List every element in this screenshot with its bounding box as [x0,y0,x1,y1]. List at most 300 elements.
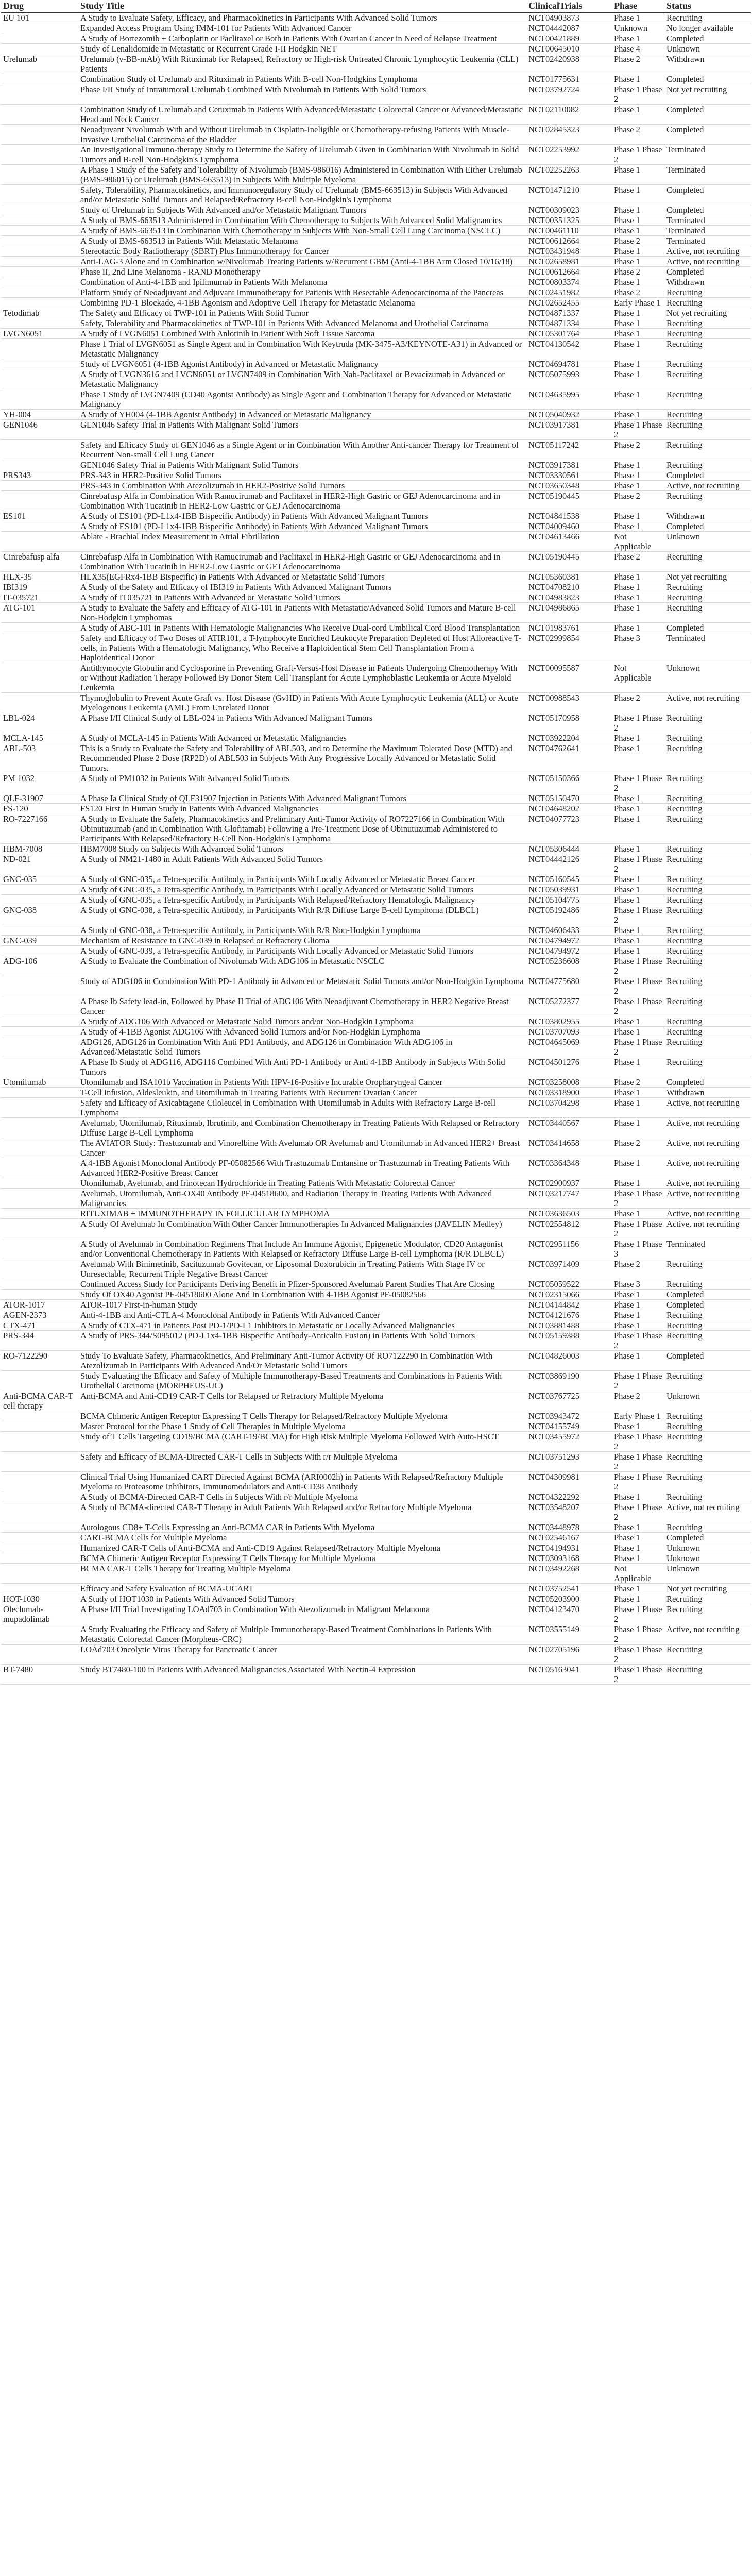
cell-status: Terminated [664,633,751,663]
cell-phase: Phase 1 [612,329,664,339]
cell-phase: Phase 1 [612,1088,664,1098]
cell-phase: Phase 1 Phase 2 [612,1219,664,1239]
cell-drug: RO-7122290 [1,1351,78,1371]
cell-phase: Phase 1 [612,874,664,885]
cell-status: Recruiting [664,1421,751,1432]
cell-nct-id: NCT03258008 [526,1077,612,1088]
cell-study-title: Urelumab (ν-BB-mAb) With Rituximab for Relapsed, Refractory or High-risk Untreated Chronic Lymphocytic Leukemia (CLL) Patients [78,54,526,74]
table-body [1,13,751,1685]
table-row [1,996,751,1016]
cell-study-title: Study BT7480-100 in Patients With Advanced Malignancies Associated With Nectin-4 Expression [78,1665,526,1685]
cell-study-title: A Study of GNC-039, a Tetra-specific Antibody, in Participants With Locally Advanced or Metastatic Solid Tumors [78,946,526,956]
table-row [1,1624,751,1645]
cell-study-title: Thymoglobulin to Prevent Acute Graft vs. Host Disease (GvHD) in Patients With Acute Lymphocytic Leukemia (ALL) or Acute Myelogenous Leukemia (AML) From Unrelated Donor [78,693,526,713]
cell-study-title: Safety and Efficacy of Two Doses of ATIR101, a T-lymphocyte Enriched Leukocyte Preparation Depleted of Host Alloreactive T-cells, in Patients With a Hematologic Malignancy, Who Receive a Haploidentical Stem Cell Transplantation From a Haploidentical Donor [78,633,526,663]
cell-status: No longer available [664,23,751,33]
cell-drug: ATOR-1017 [1,1300,78,1310]
cell-drug [1,1421,78,1432]
cell-study-title: HBM7008 Study on Subjects With Advanced Solid Tumors [78,844,526,854]
cell-status: Unknown [664,663,751,693]
cell-drug [1,246,78,257]
cell-study-title: A Study of BCMA-directed CAR-T Therapy in Adult Patients With Relapsed and/or Refractory Multiple Myeloma [78,1502,526,1522]
cell-nct-id: NCT02252263 [526,165,612,185]
table-row [1,603,751,623]
cell-status: Recruiting [664,440,751,460]
cell-drug [1,946,78,956]
cell-phase: Phase 1 [612,793,664,804]
cell-drug [1,389,78,410]
table-row [1,33,751,44]
cell-status: Completed [664,623,751,633]
cell-drug: QLF-31907 [1,793,78,804]
cell-nct-id: NCT00421889 [526,33,612,44]
cell-drug [1,145,78,165]
cell-study-title: Safety, Tolerability, Pharmacokinetics, and Immunoregulatory Study of Urelumab (BMS-663513) in Subjects With Advanced and/or Metastatic Solid Tumors and Relapsed/Refractory B-cell Non-Hodgkin's Lymphoma [78,185,526,205]
table-row [1,1239,751,1259]
cell-nct-id: NCT05192486 [526,905,612,925]
table-row [1,1421,751,1432]
cell-nct-id: NCT02546167 [526,1533,612,1543]
cell-drug [1,440,78,460]
cell-study-title: Phase I/II Study of Intratumoral Urelumab Combined With Nivolumab in Patients With Solid Tumors [78,84,526,105]
cell-nct-id: NCT02705196 [526,1645,612,1665]
cell-study-title: Study of Lenalidomide in Metastatic or Recurrent Grade I-II Hodgkin NET [78,44,526,54]
cell-phase: Phase 1 [612,1016,664,1027]
table-row [1,226,751,236]
cell-study-title: Avelumab, Utomilumab, Anti-OX40 Antibody PF-04518600, and Radiation Therapy in Treating Patients With Advanced Malignancies [78,1189,526,1209]
cell-drug: RO-7227166 [1,814,78,844]
cell-nct-id: NCT03971409 [526,1259,612,1279]
table-row [1,1088,751,1098]
cell-nct-id: NCT04841538 [526,511,612,521]
cell-phase: Phase 1 Phase 2 [612,145,664,165]
cell-phase: Not Applicable [612,1564,664,1584]
cell-study-title: Phase 1 Trial of LVGN6051 as Single Agent and in Combination With Keytruda (MK-3475-A3/KEYNOTE-A31) in Advanced or Metastatic Malignancy [78,339,526,359]
cell-phase: Phase 1 [612,1594,664,1604]
cell-drug [1,1472,78,1492]
cell-status: Recruiting [664,996,751,1016]
cell-drug [1,1219,78,1239]
cell-nct-id: NCT05040932 [526,410,612,420]
cell-study-title: BCMA Chimeric Antigen Receptor Expressing T Cells Therapy for Relapsed/Refractory Multiple Myeloma [78,1411,526,1421]
cell-study-title: A Study of BMS-663513 in Combination With Chemotherapy in Subjects With Non-Small Cell Lung Carcinoma (NSCLC) [78,226,526,236]
cell-study-title: A Study of GNC-038, a Tetra-specific Antibody, in Participants With R/R Diffuse Large B-cell Lymphoma (DLBCL) [78,905,526,925]
cell-phase: Phase 1 [612,257,664,267]
table-row [1,552,751,572]
cell-status: Completed [664,267,751,277]
cell-nct-id: NCT02652455 [526,298,612,308]
cell-status: Not yet recruiting [664,1584,751,1594]
cell-drug [1,1533,78,1543]
cell-status: Active, not recruiting [664,1098,751,1118]
cell-phase: Phase 1 [612,1209,664,1219]
cell-study-title: Clinical Trial Using Humanized CART Directed Against BCMA (ARI0002h) in Patients With Relapsed/Refractory Multiple Myeloma to Proteasome Inhibitors, Immunomodulators and Anti-CD38 Antibody [78,1472,526,1492]
cell-phase: Phase 2 [612,267,664,277]
header-clinicaltrials: ClinicalTrials [526,1,612,13]
table-row [1,369,751,389]
table-row [1,1432,751,1452]
cell-status: Recruiting [664,329,751,339]
table-row [1,339,751,359]
cell-study-title: A Study of BCMA-Directed CAR-T Cells in Subjects With r/r Multiple Myeloma [78,1492,526,1502]
cell-phase: Phase 1 [612,885,664,895]
cell-nct-id: NCT03431948 [526,246,612,257]
cell-drug: GNC-035 [1,874,78,885]
cell-nct-id: NCT03440567 [526,1118,612,1138]
cell-status: Terminated [664,1239,751,1259]
cell-status: Recruiting [664,1594,751,1604]
cell-phase: Phase 1 [612,511,664,521]
cell-drug [1,996,78,1016]
cell-study-title: Cinrebafusp Alfa in Combination With Ramucirumab and Paclitaxel in HER2-High Gastric or GEJ Adenocarcinoma and in Combination With Tucatinib in HER2-Low Gastric or GEJ Adenocarcinoma [78,491,526,511]
cell-phase: Phase 1 [612,185,664,205]
cell-status: Recruiting [664,804,751,814]
cell-phase: Phase 2 [612,693,664,713]
cell-drug: Oleclumab-mupadolimab [1,1604,78,1624]
cell-study-title: Safety, Tolerability and Pharmacokinetics of TWP-101 in Patients With Advanced Melanoma and Urothelial Carcinoma [78,318,526,329]
table-row [1,1331,751,1351]
cell-study-title: A Study Of Avelumab In Combination With Other Cancer Immunotherapies In Advanced Malignancies (JAVELIN Medley) [78,1219,526,1239]
cell-nct-id: NCT05159388 [526,1331,612,1351]
cell-phase: Phase 1 [612,936,664,946]
cell-phase: Unknown [612,23,664,33]
cell-study-title: HLX35(EGFRx4-1BB Bispecific) in Patients With Advanced or Metastatic Solid Tumors [78,572,526,582]
cell-study-title: The Safety and Efficacy of TWP-101 in Patients With Solid Tumor [78,308,526,318]
table-row [1,460,751,470]
cell-nct-id: NCT03330561 [526,470,612,481]
cell-drug [1,277,78,287]
cell-study-title: Mechanism of Resistance to GNC-039 in Relapsed or Refractory Glioma [78,936,526,946]
cell-nct-id: NCT04762641 [526,743,612,773]
cell-phase: Phase 1 [612,521,664,532]
cell-phase: Not Applicable [612,663,664,693]
cell-nct-id: NCT00351325 [526,215,612,226]
table-row [1,1138,751,1158]
cell-nct-id: NCT02845323 [526,125,612,145]
cell-status: Recruiting [664,491,751,511]
cell-drug [1,1279,78,1290]
table-row [1,13,751,23]
cell-drug [1,185,78,205]
cell-phase: Phase 1 Phase 2 [612,996,664,1016]
cell-status: Recruiting [664,844,751,854]
cell-study-title: A Study of MCLA-145 in Patients With Advanced or Metastatic Malignancies [78,733,526,743]
cell-study-title: Antithymocyte Globulin and Cyclosporine in Preventing Graft-Versus-Host Disease in Patients Undergoing Chemotherapy With or Without Radiation Therapy Followed By Donor Stem Cell Transplant for Acute Lymphoblastic Leukemia or Acute Myeloid Leukemia [78,663,526,693]
cell-status: Recruiting [664,287,751,298]
cell-drug [1,1543,78,1553]
cell-phase: Phase 1 [612,895,664,905]
cell-study-title: Combination Study of Urelumab and Rituximab in Patients With B-cell Non-Hodgkins Lymphoma [78,74,526,84]
cell-drug [1,623,78,633]
cell-status: Active, not recruiting [664,257,751,267]
cell-drug [1,1553,78,1564]
cell-status: Recruiting [664,298,751,308]
cell-status: Withdrawn [664,54,751,74]
cell-phase: Phase 1 [612,1158,664,1178]
table-row [1,773,751,793]
cell-nct-id: NCT01775631 [526,74,612,84]
cell-phase: Phase 1 Phase 2 [612,1645,664,1665]
cell-nct-id: NCT03492268 [526,1564,612,1584]
cell-status: Recruiting [664,793,751,804]
cell-nct-id: NCT04648202 [526,804,612,814]
cell-nct-id: NCT05104775 [526,895,612,905]
cell-study-title: A Phase I/II Trial Investigating LOAd703 in Combination With Atezolizumab in Malignant Melanoma [78,1604,526,1624]
cell-drug [1,1189,78,1209]
cell-nct-id: NCT03318900 [526,1088,612,1098]
cell-status: Completed [664,470,751,481]
cell-study-title: A Phase 1 Study of the Safety and Tolerability of Nivolumab (BMS-986016) Administered in Combination With Either Urelumab (BMS-986015) or Urelumab (BMS-663513) in Subjects With Multiple Myeloma [78,165,526,185]
cell-nct-id: NCT04077723 [526,814,612,844]
cell-status: Completed [664,1533,751,1543]
cell-status: Recruiting [664,895,751,905]
table-row [1,1522,751,1533]
cell-study-title: Phase 1 Study of LVGN7409 (CD40 Agonist Antibody) as Single Agent and Combination Therapy for Advanced or Metastatic Malignancy [78,389,526,410]
cell-nct-id: NCT05075993 [526,369,612,389]
table-row [1,165,751,185]
table-row [1,844,751,854]
cell-drug: LBL-024 [1,713,78,733]
cell-drug [1,1290,78,1300]
cell-phase: Phase 1 [612,804,664,814]
table-row [1,592,751,603]
table-row [1,329,751,339]
cell-drug [1,1584,78,1594]
cell-study-title: Phase II, 2nd Line Melanoma - RAND Monotherapy [78,267,526,277]
cell-study-title: Efficacy and Safety Evaluation of BCMA-UCART [78,1584,526,1594]
cell-study-title: Neoadjuvant Nivolumab With and Without Urelumab in Cisplatin-Ineligible or Chemotherapy-refusing Patients With Muscle-Invasive Urothelial Carcinoma of the Bladder [78,125,526,145]
cell-status: Recruiting [664,874,751,885]
cell-nct-id: NCT03751293 [526,1452,612,1472]
cell-nct-id: NCT03414658 [526,1138,612,1158]
cell-study-title: A Study of BMS-663513 in Patients With Metastatic Melanoma [78,236,526,246]
cell-status: Recruiting [664,1665,751,1685]
table-row [1,440,751,460]
cell-status: Recruiting [664,1331,751,1351]
table-row [1,481,751,491]
cell-phase: Phase 1 [612,1118,664,1138]
cell-drug: IBI319 [1,582,78,592]
cell-drug [1,491,78,511]
cell-nct-id: NCT04309981 [526,1472,612,1492]
table-row [1,1553,751,1564]
table-row [1,1098,751,1118]
table-header-row [1,1,751,13]
cell-phase: Phase 1 [612,470,664,481]
cell-drug: MCLA-145 [1,733,78,743]
table-row [1,54,751,74]
cell-study-title: A Study of 4-1BB Agonist ADG106 With Advanced Solid Tumors and/or Non-Hodgkin Lymphoma [78,1027,526,1037]
cell-phase: Phase 1 [612,1057,664,1077]
cell-phase: Phase 1 [612,1533,664,1543]
cell-status: Unknown [664,532,751,552]
cell-drug [1,1502,78,1522]
table-row [1,1118,751,1138]
table-row [1,956,751,976]
cell-status: Recruiting [664,1472,751,1492]
cell-phase: Early Phase 1 [612,1411,664,1421]
cell-phase: Phase 1 Phase 2 [612,773,664,793]
cell-status: Active, not recruiting [664,693,751,713]
cell-drug [1,105,78,125]
cell-nct-id: NCT03704298 [526,1098,612,1118]
cell-study-title: A Study of ABC-101 in Patients With Hematologic Malignancies Who Receive Dual-cord Umbilical Cord Blood Transplantation [78,623,526,633]
cell-drug [1,267,78,277]
cell-phase: Phase 1 [612,1310,664,1320]
cell-drug [1,23,78,33]
cell-drug: HLX-35 [1,572,78,582]
cell-drug [1,1209,78,1219]
cell-nct-id: NCT03767725 [526,1391,612,1411]
table-row [1,308,751,318]
cell-study-title: BCMA CAR-T Cells Therapy for Treating Multiple Myeloma [78,1564,526,1584]
cell-phase: Phase 1 Phase 2 [612,713,664,733]
table-row [1,359,751,369]
cell-status: Unknown [664,44,751,54]
cell-status: Active, not recruiting [664,1502,751,1522]
cell-drug [1,1259,78,1279]
cell-nct-id: NCT05150470 [526,793,612,804]
cell-status: Withdrawn [664,511,751,521]
cell-status: Active, not recruiting [664,1209,751,1219]
cell-phase: Phase 1 [612,226,664,236]
cell-nct-id: NCT03093168 [526,1553,612,1564]
cell-phase: Phase 1 [612,369,664,389]
cell-study-title: Avelumab With Binimetinib, Sacituzumab Govitecan, or Liposomal Doxorubicin in Treating Patients With Stage IV or Unresectable, Recurrent Triple Negative Breast Cancer [78,1259,526,1279]
cell-status: Unknown [664,1564,751,1584]
cell-phase: Phase 1 [612,13,664,23]
cell-nct-id: NCT03869190 [526,1371,612,1391]
cell-study-title: Combining PD-1 Blockade, 4-1BB Agonism and Adoptive Cell Therapy for Metastatic Melanoma [78,298,526,308]
cell-drug: BT-7480 [1,1665,78,1685]
cell-status: Recruiting [664,1522,751,1533]
cell-phase: Phase 1 [612,1421,664,1432]
table-row [1,205,751,215]
table-row [1,287,751,298]
cell-phase: Phase 1 [612,33,664,44]
cell-drug [1,287,78,298]
table-row [1,1472,751,1492]
cell-nct-id: NCT05150366 [526,773,612,793]
cell-status: Terminated [664,215,751,226]
table-row [1,84,751,105]
cell-nct-id: NCT05059522 [526,1279,612,1290]
table-row [1,1584,751,1594]
table-row [1,1279,751,1290]
cell-drug [1,236,78,246]
cell-phase: Phase 3 [612,1279,664,1290]
cell-study-title: A Study of IT035721 in Patients With Advanced or Metastatic Solid Tumors [78,592,526,603]
table-row [1,733,751,743]
table-row [1,298,751,308]
cell-status: Active, not recruiting [664,1219,751,1239]
table-row [1,905,751,925]
table-row [1,1533,751,1543]
cell-nct-id: NCT04442087 [526,23,612,33]
cell-study-title: A Study to Evaluate Safety, Efficacy, and Pharmacokinetics in Participants With Advanced Solid Tumors [78,13,526,23]
cell-drug: HBM-7008 [1,844,78,854]
cell-study-title: Safety and Efficacy of Axicabtagene Ciloleucel in Combination With Utomilumab in Adults With Refractory Large B-cell Lymphoma [78,1098,526,1118]
cell-status: Recruiting [664,1037,751,1057]
cell-nct-id: NCT04144842 [526,1300,612,1310]
table-row [1,1300,751,1310]
cell-status: Recruiting [664,854,751,874]
cell-status: Recruiting [664,13,751,23]
cell-status: Unknown [664,1543,751,1553]
table-row [1,125,751,145]
cell-status: Recruiting [664,318,751,329]
cell-nct-id: NCT03881488 [526,1320,612,1331]
table-row [1,874,751,885]
table-row [1,623,751,633]
table-row [1,277,751,287]
table-row [1,491,751,511]
cell-study-title: A Study of the Safety and Efficacy of IBI319 in Patients With Advanced Malignant Tumors [78,582,526,592]
cell-drug: Cinrebafusp alfa [1,552,78,572]
cell-status: Recruiting [664,814,751,844]
cell-nct-id: NCT02253992 [526,145,612,165]
cell-nct-id: NCT04775680 [526,976,612,996]
cell-study-title: A 4-1BB Agonist Monoclonal Antibody PF-05082566 With Trastuzumab Emtansine or Trastuzumab in Treating Patients With Advanced HER2-Positive Breast Cancer [78,1158,526,1178]
cell-drug: PRS-344 [1,1331,78,1351]
cell-study-title: A Study of LVGN3616 and LVGN6051 or LVGN7409 in Combination With Nab-Paclitaxel or Bevacizumab in Advanced or Metastatic Malignancy [78,369,526,389]
cell-study-title: Study of LVGN6051 (4-1BB Agonist Antibody) in Advanced or Metastatic Malignancy [78,359,526,369]
cell-study-title: Anti-BCMA and Anti-CD19 CAR-T Cells for Relapsed or Refractory Multiple Myeloma [78,1391,526,1411]
table-row [1,1057,751,1077]
cell-study-title: A Study of Bortezomib + Carboplatin or Paclitaxel or Both in Patients With Ovarian Cancer in Need of Relapse Treatment [78,33,526,44]
cell-study-title: Study Of OX40 Agonist PF-04518600 Alone And In Combination With 4-1BB Agonist PF-05082566 [78,1290,526,1300]
cell-status: Completed [664,105,751,125]
cell-drug: GNC-039 [1,936,78,946]
cell-phase: Phase 1 [612,215,664,226]
cell-nct-id: NCT03802955 [526,1016,612,1027]
table-row [1,1543,751,1553]
cell-nct-id: NCT02554812 [526,1219,612,1239]
cell-study-title: Study Evaluating the Efficacy and Safety of Multiple Immunotherapy-Based Treatments and Combinations in Patients With Urothelial Carcinoma (MORPHEUS-UC) [78,1371,526,1391]
cell-study-title: A Study of PM1032 in Patients With Advanced Solid Tumors [78,773,526,793]
cell-drug [1,318,78,329]
cell-nct-id: NCT05039931 [526,885,612,895]
header-phase: Phase [612,1,664,13]
cell-study-title: CART-BCMA Cells for Multiple Myeloma [78,1533,526,1543]
cell-status: Completed [664,185,751,205]
cell-drug: AGEN-2373 [1,1310,78,1320]
cell-drug [1,1016,78,1027]
table-row [1,925,751,936]
cell-nct-id: NCT03650348 [526,481,612,491]
table-row [1,713,751,733]
cell-drug [1,1098,78,1118]
cell-study-title: A Study to Evaluate the Safety and Efficacy of ATG-101 in Patients With Metastatic/Advanced Solid Tumors and Mature B-cell Non-Hodgkin Lymphomas [78,603,526,623]
cell-drug: GEN1046 [1,420,78,440]
cell-drug [1,895,78,905]
cell-study-title: An Investigational Immuno-therapy Study to Determine the Safety of Urelumab Given in Combination With Nivolumab in Solid Tumors and B-cell Non-Hodgkin's Lymphoma [78,145,526,165]
table-row [1,511,751,521]
cell-nct-id: NCT03917381 [526,420,612,440]
cell-status: Active, not recruiting [664,1189,751,1209]
cell-status: Recruiting [664,1411,751,1421]
cell-drug [1,532,78,552]
cell-phase: Phase 1 [612,74,664,84]
cell-phase: Phase 1 [612,925,664,936]
table-row [1,633,751,663]
cell-nct-id: NCT02315066 [526,1290,612,1300]
cell-phase: Phase 1 Phase 2 [612,1472,664,1492]
cell-status: Recruiting [664,925,751,936]
cell-study-title: T-Cell Infusion, Aldesleukin, and Utomilumab in Treating Patients With Recurrent Ovarian Cancer [78,1088,526,1098]
cell-phase: Phase 1 Phase 2 [612,1452,664,1472]
cell-status: Terminated [664,236,751,246]
